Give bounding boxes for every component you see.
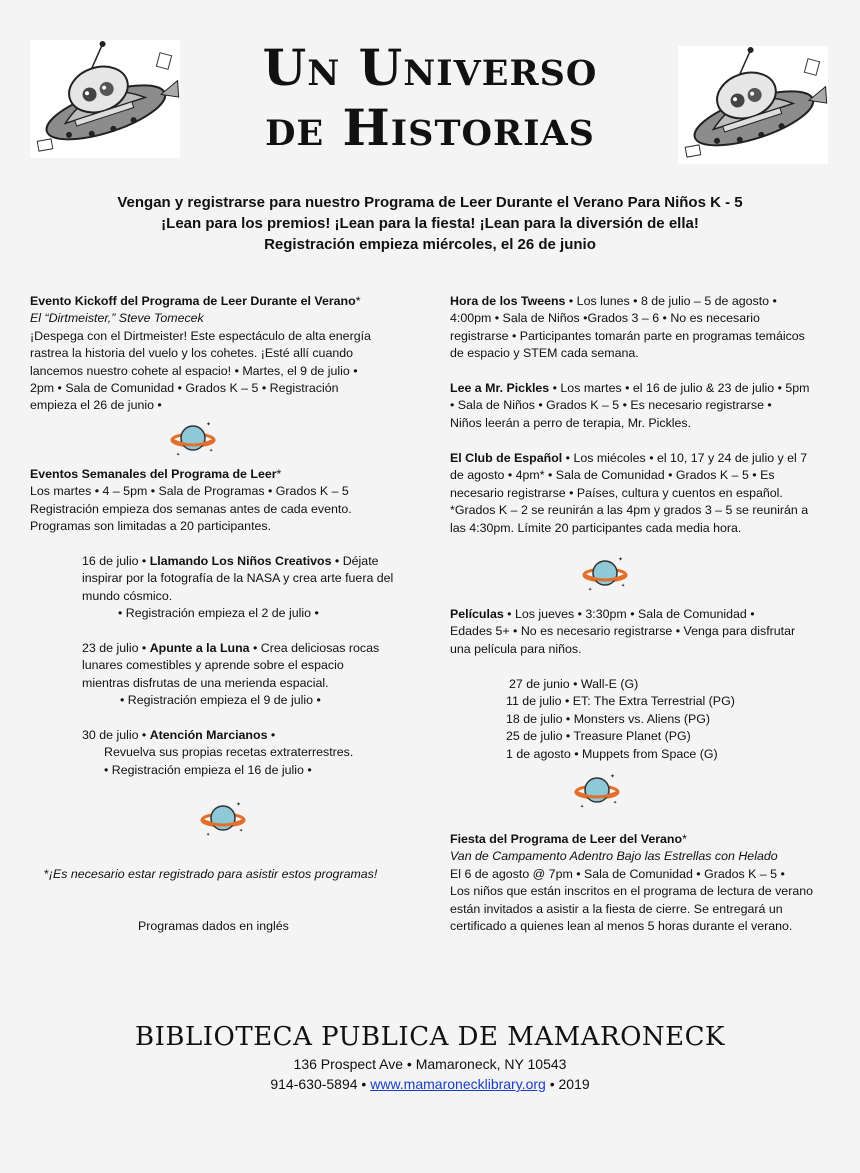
rocket-ship-illustration-right [678,46,828,164]
event-creative-kids [82,553,422,623]
registration-note [44,866,424,883]
planet-icon [574,770,620,810]
tweens-section [450,293,850,363]
tweens-text-3: registrarse • Participantes tomarán parte en programas temáicos [450,328,805,343]
movie-list [506,676,846,763]
party-section [450,831,850,935]
tweens-heading: Hora de los Tweens [450,294,566,308]
event-moon [82,640,422,710]
spanish-heading: El Club de Español [450,451,563,465]
spanish-club-section [450,450,850,537]
event-name: Llamando Los Niños Creativos [149,554,332,568]
movie-item: 1 de agosto • Muppets from Space (G) [506,746,718,761]
weekly-text-2: Registración empieza dos semanas antes de cada evento. [30,501,352,516]
kickoff-text-5: empieza el 26 de junio • [30,398,162,413]
movies-text-2: Edades 5+ • No es necesario registrarse • Venga para disfrutar [450,624,796,639]
movies-text-3: una película para niños. [450,641,582,656]
party-text-3: están invitados a asistir a la fiesta de cierre. Se entregará un [450,901,783,916]
note-text: ¡Es necesario estar registrado para asistir estos programas! [48,867,378,881]
kickoff-text-2: rastrea la historia del vuelo y los cohetes. ¡Esté allí cuando [30,346,354,361]
english-text: Programas dados en inglés [138,919,289,933]
event-text-2: inspirar por la fotografía de la NASA y crea arte fuera del [82,571,394,586]
party-text-1: El 6 de agosto @ 7pm • Sala de Comunidad • Grados K – 5 • [450,866,785,881]
kickoff-text-3: lancemos nuestro cohete al espacio! • Martes, el 9 de julio • [30,363,358,378]
event-text-1: • Déjate [331,554,379,568]
movie-item: 18 de julio • Monsters vs. Aliens (PG) [506,711,711,726]
intro-line-3: Registración empieza miércoles, el 26 de junio [264,236,596,253]
spanish-text-3: necesario registrarse • Países, cultura y cuentos en español. [450,485,783,500]
title-line-2: de Historias [265,98,595,157]
pickles-heading: Lee a Mr. Pickles [450,381,550,395]
note-asterisk: * [44,867,49,881]
event-text-3: mientras disfrutas de una merienda espacial. [82,675,329,690]
event-date: 23 de julio • [82,641,150,655]
party-asterisk: * [682,832,687,846]
event-text-1: • [267,728,276,742]
movie-item: 25 de julio • Treasure Planet (PG) [506,729,691,744]
event-registration: • Registración empieza el 16 de julio • [104,762,312,777]
spanish-text-5: las 4:30pm. Límite 20 participantes cada media hora. [450,520,742,535]
left-column [30,293,420,415]
planet-icon [200,798,246,838]
library-phone: 914-630-5894 • [270,1076,371,1092]
planet-icon [582,553,628,593]
pickles-text-3: Niños leerán a perro de terapia, Mr. Pickles. [450,415,692,430]
title-line-1: Un Universo [262,38,598,97]
party-heading: Fiesta del Programa de Leer del Verano [450,832,683,846]
intro-block [60,192,800,255]
weekly-heading: Eventos Semanales del Programa de Leer [30,467,277,481]
event-registration: • Registración empieza el 2 de julio • [118,606,319,621]
movie-item: 11 de julio • ET: The Extra Terrestrial (PG) [506,694,735,709]
intro-line-1: Vengan y registrarse para nuestro Programa de Leer Durante el Verano Para Niños K - 5 [117,194,743,211]
movie-item: 27 de junio • Wall-E (G) [509,677,639,691]
event-name: Atención Marcianos [149,728,268,742]
event-date: 16 de julio • [82,554,150,568]
tweens-text-4: de espacio y STEM cada semana. [450,346,639,361]
tweens-text-2: 4:00pm • Sala de Niños •Grados 3 – 6 • No es necesario [450,311,760,326]
english-note [138,918,438,935]
movies-heading: Películas [450,607,504,621]
pickles-section [450,380,850,432]
kickoff-text-1: ¡Despega con el Dirtmeister! Este espectáculo de alta energía [30,328,371,343]
party-text-2: Los niños que están inscritos en el programa de lectura de verano [450,884,813,899]
event-text-2: lunares comestibles y aprende sobre el espacio [82,658,344,673]
movies-text-1: • Los jueves • 3:30pm • Sala de Comunidad • [503,607,755,621]
kickoff-heading: Evento Kickoff del Programa de Leer Durante el Verano [30,294,356,308]
kickoff-text-4: 2pm • Sala de Comunidad • Grados K – 5 • Registración [30,381,339,396]
library-year: • 2019 [545,1076,590,1092]
weekly-asterisk: * [276,467,282,481]
party-subtitle: Van de Campamento Adentro Bajo las Estrellas con Helado [450,849,778,864]
rocket-ship-illustration-left [30,40,180,158]
weekly-events-section [30,466,420,536]
event-text-1: • Crea deliciosas rocas [249,641,380,655]
pickles-text-1: • Los martes • el 16 de julio & 23 de julio • 5pm [549,381,810,395]
event-martians [82,727,422,779]
event-date: 30 de julio • [82,728,150,742]
page-title [170,38,690,158]
party-text-4: certificado a quienes lean al menos 5 horas durante el verano. [450,919,793,934]
tweens-text-1: • Los lunes • 8 de julio – 5 de agosto • [565,294,777,308]
kickoff-subtitle: El “Dirtmeister,” Steve Tomecek [30,311,204,326]
pickles-text-2: • Sala de Niños • Grados K – 5 • Es necesario registrarse • [450,398,772,413]
weekly-text-1: Los martes • 4 – 5pm • Sala de Programas • Grados K – 5 [30,484,349,499]
event-name: Apunte a la Luna [149,641,250,655]
movies-section [450,606,850,658]
spanish-text-1: • Los miécoles • el 10, 17 y 24 de julio y el 7 [562,451,808,465]
event-registration: • Registración empieza el 9 de julio • [120,693,321,708]
weekly-text-3: Programas son limitadas a 20 participantes. [30,519,272,534]
library-contact [0,1076,860,1092]
event-text-2: Revuelva sus propias recetas extraterrestres. [104,745,354,760]
planet-icon [170,418,216,458]
library-address: 136 Prospect Ave • Mamaroneck, NY 10543 [293,1056,567,1072]
library-website-link[interactable]: www.mamaronecklibrary.org [370,1076,546,1092]
spanish-text-4: *Grados K – 2 se reunirán a las 4pm y grados 3 – 5 se reunirán a [450,503,809,518]
library-name: BIBLIOTECA PUBLICA DE MAMARONECK [135,1022,725,1052]
event-text-3: mundo cósmico. [82,588,173,603]
intro-line-2: ¡Lean para los premios! ¡Lean para la fiesta! ¡Lean para la diversión de ella! [161,215,699,232]
spanish-text-2: de agosto • 4pm* • Sala de Comunidad • Grados K – 5 • Es [450,468,775,483]
kickoff-asterisk: * [355,294,361,308]
